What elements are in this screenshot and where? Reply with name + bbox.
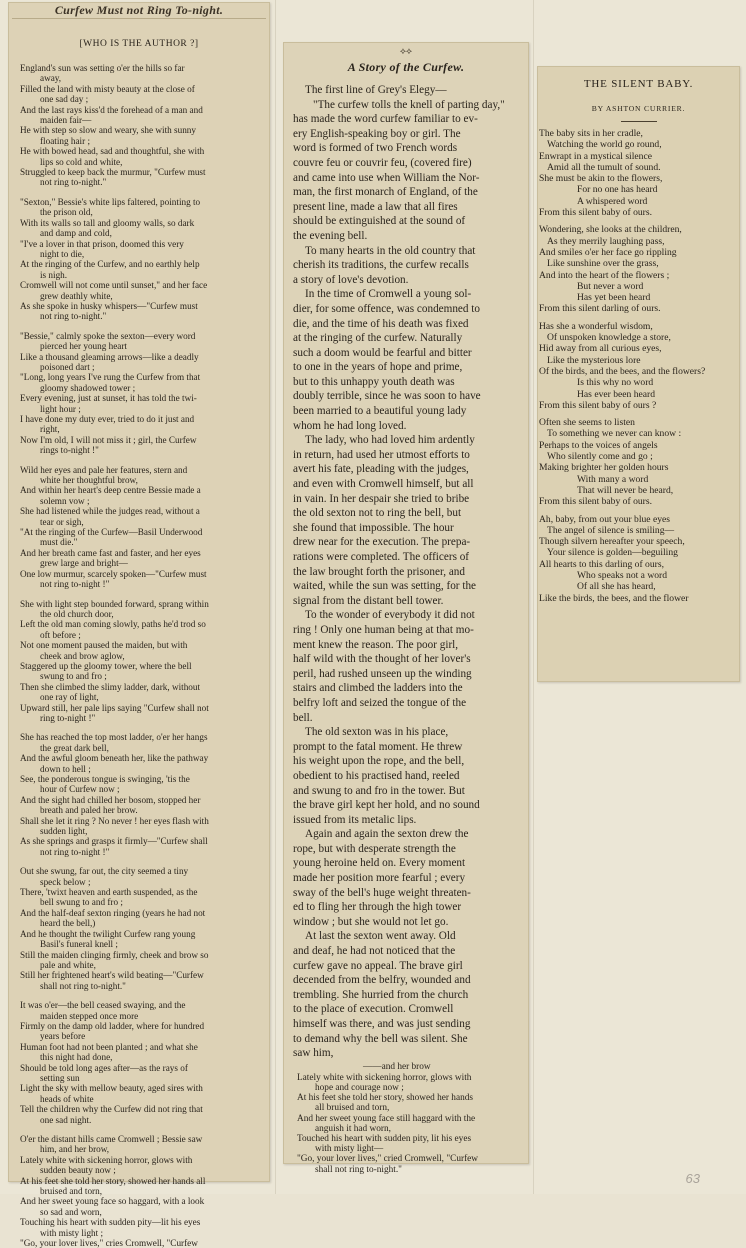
poem-line: Making brighter her golden hours	[539, 462, 669, 474]
stanza	[539, 514, 738, 604]
article-line: ring ! Only one human being at that mo-	[293, 623, 474, 636]
article-line: peril, had rushed unseen up the winding	[293, 667, 472, 680]
article-line: At last the sexton went away. Old	[305, 930, 456, 943]
article-line: young heroine held on. Every moment	[293, 857, 466, 870]
poem-line: I have done my duty ever, tried to do it just and	[20, 414, 195, 424]
poem-line: Your silence is golden—beguiling	[547, 547, 678, 559]
poem-line: The angel of silence is smiling—	[547, 524, 675, 536]
article-line: avert his fate, pleading with the judges,	[293, 463, 469, 476]
quote-line: shall not ring to-night."	[315, 1164, 402, 1175]
poem-line: That will never be heard,	[577, 484, 674, 496]
article-line: she found that impossible. The hour	[293, 521, 454, 534]
poem-line: As they merrily laughing pass,	[547, 235, 665, 247]
poem-line: She had listened while the judges read, without a	[20, 506, 200, 517]
article-line: and deaf, he had not noticed that the	[293, 945, 456, 958]
poem-line: one sad day ;	[40, 94, 89, 105]
poem-line: Filled the land with misty beauty at the close of	[20, 83, 195, 94]
article-quote	[283, 1073, 529, 1175]
poem-line: away,	[40, 73, 62, 84]
stanza	[539, 224, 738, 314]
poem-line: Of unspoken knowledge a store,	[547, 332, 671, 344]
poem-line: Should be told long ages after—as the rays of	[20, 1062, 188, 1073]
poem-line: shall not ring to-night."	[40, 980, 126, 991]
article-line: In the time of Cromwell a young sol-	[305, 288, 472, 301]
article-line: stairs and climbed the ladders into the	[293, 682, 463, 695]
article-line: the law brought forth the prisoner, and	[293, 565, 465, 578]
article-line: the evening bell.	[293, 229, 368, 242]
poem-line: Wondering, she looks at the children,	[539, 224, 682, 236]
stanza	[20, 331, 264, 456]
poem-line: Upward still, her pale lips saying "Curfew shall not	[20, 702, 209, 713]
poem-line: Who silently come and go ;	[547, 451, 653, 463]
poem-line: light hour ;	[40, 403, 81, 414]
poem-line: And into the heart of the flowers ;	[539, 269, 670, 281]
poem-line: Wild her eyes and pale her features, stern and	[20, 464, 188, 475]
poem-line: oft before ;	[40, 629, 81, 640]
poem-line: down to hell ;	[40, 763, 91, 774]
article-line: himself was there, and was just sending	[293, 1018, 471, 1030]
poem-line: the great dark bell,	[40, 742, 109, 753]
poem-line: this night had done,	[40, 1052, 113, 1063]
poem-line: must die."	[40, 537, 78, 548]
clipping-curfew-poem	[8, 2, 270, 1248]
article-line: "The curfew tolls the knell of parting day,"	[313, 98, 505, 111]
poem-line: is nigh.	[40, 269, 68, 280]
poem-line: Still the maiden clinging firmly, cheek and brow so	[20, 949, 209, 960]
poem-line: poisoned dart ;	[40, 361, 95, 372]
ornament-rule: ⟡⟡	[400, 46, 412, 56]
article-line: ery English-speaking boy or girl. The	[293, 127, 461, 140]
poem-subtitle: [WHO IS THE AUTHOR ?]	[79, 39, 199, 49]
stanza	[539, 321, 738, 411]
article-line: ed to fling her through the high tower	[293, 901, 462, 914]
poem-line: lips so cold and white,	[40, 156, 123, 167]
article-line: curfew gave no appeal. The brave girl	[293, 959, 463, 972]
poem-line: Like a thousand gleaming arrows—like a deadly	[20, 351, 199, 362]
article-line: in return, had used her utmost efforts to	[293, 448, 470, 461]
poem-line: See, the ponderous tongue is swinging, 'tis the	[20, 774, 190, 784]
quote-line: with misty light—	[315, 1144, 384, 1155]
poem-line: And the awful gloom beneath her, like the pathway	[20, 753, 209, 764]
poem-line: tear or sigh,	[40, 516, 84, 527]
article-line: waited, while the sun was setting, for the	[293, 580, 476, 593]
poem-line: Perhaps to the voices of angels	[539, 439, 658, 451]
poem-line: not ring to-night !"	[40, 579, 110, 590]
poem-line: bruised and torn,	[40, 1186, 103, 1197]
poem-line: Struggled to keep back the murmur, "Curfew must	[20, 167, 206, 178]
poem-title: Curfew Must not Ring To-night.	[12, 2, 266, 19]
poem-line: breath and paled her brow.	[40, 805, 138, 816]
poem-line: gloomy shadowed tower ;	[40, 382, 136, 393]
poem-line: Left the old man coming slowly, paths he'd trod so	[20, 619, 206, 630]
poem-line: one ray of light,	[40, 692, 99, 703]
article-line: and swung to and fro in the tower. But	[293, 784, 465, 797]
article-body	[283, 83, 529, 1061]
poem-line: speck below ;	[40, 876, 91, 887]
poem-line: O'er the distant hills came Cromwell ; Bessie saw	[20, 1134, 203, 1144]
stanza	[20, 465, 264, 590]
article-line: in vain. In her despair she tried to bribe	[293, 492, 470, 505]
poem-title: THE SILENT BABY.	[583, 78, 694, 90]
article-line: obedient to his practised hand, reeled	[293, 769, 460, 782]
stanza	[20, 197, 264, 322]
poem-line: sudden light,	[40, 826, 88, 837]
poem-line: right,	[40, 424, 60, 435]
poem-line: And the half-deaf sexton ringing (years he had not	[20, 907, 206, 918]
poem-line: England's sun was setting o'er the hills so far	[20, 63, 185, 73]
article-line: such a doom would be fearful and bitter	[293, 346, 472, 359]
poem-line: and damp and cold,	[40, 228, 112, 239]
poem-line: Enwrapt in a mystical silence	[539, 150, 652, 162]
poem-line: "Bessie," calmly spoke the sexton—every word	[20, 330, 196, 341]
article-line: the brave girl kept her hold, and no sound	[293, 799, 480, 812]
poem-line: Like the birds, the bees, and the flower	[539, 592, 689, 604]
article-line: To many hearts in the old country that	[305, 244, 476, 257]
article-line: belfry loft and seized the tongue of the	[293, 696, 467, 709]
poem-line: Human foot had not been planted ; and what she	[20, 1041, 198, 1052]
poem-line: From this silent baby of ours.	[539, 496, 652, 508]
article-line: rations were completed. The officers of	[293, 551, 470, 563]
poem-line: Shall she let it ring ? No never ! her eyes flash with	[20, 815, 209, 826]
poem-line: "Go, your lover lives," cries Cromwell, "Curfew	[20, 1238, 198, 1248]
quote-line: "Go, your lover lives," cried Cromwell, "Curfew	[297, 1154, 479, 1165]
article-line: and came into use when William the Nor-	[293, 171, 480, 184]
poem-line: To something we never can know :	[547, 428, 682, 440]
poem-line: Has ever been heard	[577, 388, 656, 400]
poem-line: so sad and worn,	[40, 1206, 102, 1217]
poem-line: not ring to-night."	[40, 177, 107, 188]
poem-line: white her thoughtful brow,	[40, 475, 138, 486]
poem-line: rings to-night !"	[40, 445, 99, 456]
poem-line: Touching his heart with sudden pity—lit his eyes	[20, 1217, 201, 1228]
article-line: dier, for some offence, was condemned to	[293, 302, 480, 315]
poem-line: setting sun	[40, 1072, 80, 1083]
poem-line: maiden fair—	[40, 115, 92, 126]
poem-line: But never a word	[577, 280, 644, 292]
poem-line: With its walls so tall and gloomy walls, so dark	[20, 217, 195, 228]
poem-line: not ring to-night !"	[40, 846, 110, 857]
poem-line: floating hair ;	[40, 135, 91, 146]
article-line: word is formed of two French words	[293, 142, 458, 155]
article-line: prompt to the fatal moment. He threw	[293, 740, 463, 753]
poem-line: She has reached the top most ladder, o'er her hangs	[20, 732, 208, 743]
poem-line: And the sight had chilled her bosom, stopped her	[20, 794, 201, 805]
poem-line: For no one has heard	[577, 184, 658, 196]
poem-line: Often she seems to listen	[539, 417, 635, 429]
article-line: rope, but with desperate strength the	[293, 842, 456, 855]
poem-line: There, 'twixt heaven and earth suspended, as the	[20, 887, 198, 898]
article-line: and even with Cromwell himself, but all	[293, 478, 474, 491]
article-line: to demand why the bell was silent. She	[293, 1032, 468, 1045]
poem-line: Out she swung, far out, the city seemed a tiny	[20, 866, 189, 877]
poem-line: night to die,	[40, 248, 85, 259]
article-line: made her position more fearful ; every	[293, 872, 466, 885]
article-line: to one in the years of hope and prime,	[293, 361, 463, 374]
poem-line: Though silvern hereafter your speech,	[539, 536, 685, 548]
poem-line: She with light step bounded forward, sprang within	[20, 598, 209, 609]
poem-line: swung to and fro ;	[40, 671, 107, 682]
poem-line: the prison old,	[40, 207, 93, 218]
poem-line: Firmly on the damp old ladder, where for hundred	[20, 1020, 205, 1031]
poem-line: Who speaks not a word	[577, 569, 668, 581]
article-line: should be extinguished at the sound of	[293, 215, 466, 228]
article-line: window ; but she would not let go.	[293, 915, 449, 928]
poem-line: hour of Curfew now ;	[40, 784, 120, 795]
poem-line: With many a word	[577, 473, 649, 485]
poem-byline: BY ASHTON CURRIER.	[591, 104, 686, 113]
article-line: doubly terrible, since he was soon to have	[293, 390, 481, 403]
poem-line: He with step so slow and weary, she with sunny	[20, 125, 196, 136]
poem-line: Light the sky with mellow beauty, aged sires with	[20, 1083, 203, 1094]
quote-line: all bruised and torn,	[315, 1103, 390, 1114]
poem-line: not ring to-night."	[40, 311, 107, 322]
poem-line: From this silent darling of ours.	[539, 303, 661, 315]
stanza	[20, 1000, 264, 1125]
poem-line: All hearts to this darling of ours,	[539, 558, 664, 570]
article-line: been married to a beautiful young lady	[293, 405, 467, 418]
article-line: present line, made a law that all fires	[293, 200, 458, 213]
poem-line: years before	[40, 1031, 86, 1042]
poem-line: As she spoke in husky whispers—"Curfew must	[20, 300, 198, 311]
poem-line: Still her frightened heart's wild beating—"Curfew	[20, 970, 204, 981]
poem-line: solemn vow ;	[40, 495, 90, 506]
poem-line: Staggered up the gloomy tower, where the bell	[20, 660, 192, 671]
poem-line: Of the birds, and the bees, and the flowers?	[539, 365, 706, 377]
poem-line: him, and her brow,	[40, 1144, 110, 1155]
poem-line: One low murmur, scarcely spoken—"Curfew must	[20, 568, 207, 579]
poem-line: A whispered word	[577, 195, 648, 207]
poem-line: heads of white	[40, 1093, 94, 1104]
clipping-story-of-curfew	[283, 42, 529, 1175]
poem-line: heard the bell,)	[40, 918, 96, 929]
poem-line: From this silent baby of ours.	[539, 207, 652, 219]
stanza	[20, 599, 264, 724]
poem-line: Tell the children why the Curfew did not ring that	[20, 1104, 203, 1115]
quote-head: ——and her brow	[363, 1061, 431, 1072]
poem-body	[537, 128, 740, 604]
page-number: 63	[685, 1171, 700, 1186]
poem-line: "I've a lover in that prison, doomed this very	[20, 238, 184, 249]
poem-line: Not one moment paused the maiden, but with	[20, 640, 188, 651]
article-line: The first line of Grey's Elegy—	[305, 84, 447, 96]
article-line: cherish its traditions, the curfew recalls	[293, 259, 469, 272]
article-line: bell.	[293, 711, 313, 724]
article-line: half wild with the thought of her lover's	[293, 653, 471, 666]
poem-line: As she springs and grasps it firmly—"Curfew shall	[20, 836, 208, 847]
article-line: To the wonder of everybody it did not	[305, 609, 475, 622]
poem-line: pale and white,	[40, 959, 96, 970]
poem-line: Like sunshine over the grass,	[547, 258, 659, 270]
poem-line: Every evening, just at sunset, it has told the twi-	[20, 393, 197, 404]
poem-line: cheek and brow aglow,	[40, 650, 125, 661]
poem-line: Cromwell will not come until sunset," and her face	[20, 280, 208, 291]
stanza	[20, 866, 264, 991]
stanza	[20, 732, 264, 857]
stanza	[20, 1134, 264, 1248]
poem-line: "At the ringing of the Curfew—Basil Underwood	[20, 527, 203, 538]
poem-line: ring to-night !"	[40, 712, 96, 723]
poem-line: grew large and bright—	[40, 558, 128, 569]
clipping-silent-baby	[537, 66, 740, 682]
article-line: to the place of execution. Cromwell	[293, 1003, 454, 1016]
article-line: ment knew the reason. The poor girl,	[293, 638, 459, 651]
poem-line: Hid away from all curious eyes,	[539, 343, 662, 355]
article-line: man, the first monarch of England, of the	[293, 186, 478, 199]
quote-line: Lately white with sickening horror, glows with	[297, 1072, 472, 1083]
poem-line: Watching the world go round,	[547, 139, 662, 151]
poem-line: maiden stepped once more	[40, 1010, 139, 1021]
poem-body	[8, 63, 270, 1248]
quote-line: anguish it had worn,	[315, 1123, 391, 1134]
article-line: sway of the bell's huge weight threaten-	[293, 886, 471, 899]
article-line: but to this unhappy youth death was	[293, 375, 455, 388]
poem-line: And he thought the twilight Curfew rang young	[20, 928, 196, 939]
poem-line: Like the mysterious lore	[547, 354, 641, 366]
quote-line: At his feet she told her story, showed her hands	[297, 1093, 474, 1104]
poem-line: And smiles o'er her face go rippling	[539, 246, 677, 258]
article-line: a story of love's devotion.	[293, 273, 409, 286]
article-line: The old sexton was in his place,	[305, 726, 449, 739]
article-line: The lady, who had loved him ardently	[305, 434, 475, 447]
article-line: the old sexton not to ring the bell, but	[293, 507, 462, 520]
poem-line: From this silent baby of ours ?	[539, 399, 657, 411]
title-rule	[621, 121, 657, 122]
article-line: saw him,	[293, 1047, 334, 1060]
stanza	[539, 128, 738, 218]
poem-line: Then she climbed the slimy ladder, dark, without	[20, 681, 201, 692]
column-divider	[533, 0, 534, 1194]
poem-line: with misty light ;	[40, 1227, 104, 1238]
poem-line: Has yet been heard	[577, 292, 651, 304]
poem-line: the old church door,	[40, 608, 114, 619]
poem-line: Basil's funeral knell ;	[40, 939, 118, 950]
article-line: whom he had long loved.	[293, 419, 407, 432]
poem-line: pierced her young heart	[40, 341, 127, 352]
article-line: his weight upon the rope, and the bell,	[293, 755, 465, 768]
article-title: A Story of the Curfew.	[347, 60, 465, 74]
poem-line: The baby sits in her cradle,	[539, 128, 643, 139]
column-divider	[275, 0, 276, 1194]
poem-line: sudden beauty now ;	[40, 1165, 116, 1176]
poem-line: Is this why no word	[577, 377, 654, 389]
article-line: issued from its metalic lips.	[293, 813, 417, 826]
article-line: has made the word curfew familiar to ev-	[293, 113, 478, 126]
article-line: drew near for the execution. The prepa-	[293, 536, 471, 549]
poem-line: She must be akin to the flowers,	[539, 173, 663, 185]
poem-line: bell swung to and fro ;	[40, 897, 123, 908]
poem-line: And her breath came fast and faster, and her eyes	[20, 547, 201, 558]
poem-line: At the ringing of the Curfew, and no earthly help	[20, 259, 200, 270]
poem-line: He with bowed head, sad and thoughtful, she with	[20, 146, 205, 157]
article-line: die, and the time of his death was fixed	[293, 317, 469, 330]
poem-line: Ah, baby, from out your blue eyes	[539, 513, 670, 525]
poem-line: one sad night.	[40, 1114, 92, 1125]
poem-line: Amid all the tumult of sound.	[547, 161, 661, 173]
poem-line: Now I'm old, I will not miss it ; girl, the Curfew	[20, 434, 197, 445]
article-line: signal from the distant bell tower.	[293, 594, 444, 607]
poem-line: And her sweet young face so haggard, with a look	[20, 1196, 205, 1207]
poem-line: Of all she has heard,	[577, 581, 656, 593]
poem-line: And the last rays kiss'd the forehead of a man and	[20, 104, 203, 115]
article-line: decended from the belfry, wounded and	[293, 974, 471, 987]
poem-line: Lately white with sickening horror, glows with	[20, 1154, 193, 1165]
poem-line: At his feet she told her story, showed her hands all	[20, 1175, 206, 1186]
poem-line: And within her heart's deep centre Bessie made a	[20, 485, 201, 496]
quote-line: Touched his heart with sudden pity, lit his eyes	[297, 1134, 472, 1144]
quote-line: And her sweet young face still haggard with the	[297, 1113, 476, 1124]
poem-line: "Long, long years I've rung the Curfew from that	[20, 372, 201, 383]
article-line: at the ringing of the curfew. Naturally	[293, 332, 463, 345]
poem-line: grew deathly white,	[40, 290, 113, 301]
article-line: couvre feu or couvrir feu, (covered fire)	[293, 156, 472, 169]
quote-line: hope and courage now ;	[315, 1082, 404, 1093]
poem-line: Has she a wonderful wisdom,	[539, 320, 653, 332]
stanza	[20, 63, 264, 188]
poem-line: "Sexton," Bessie's white lips faltered, pointing to	[20, 196, 201, 207]
article-line: Again and again the sexton drew the	[305, 828, 469, 841]
stanza	[539, 417, 738, 507]
poem-line: It was o'er—the bell ceased swaying, and the	[20, 1000, 186, 1011]
article-line: trembling. She hurried from the church	[293, 988, 469, 1001]
